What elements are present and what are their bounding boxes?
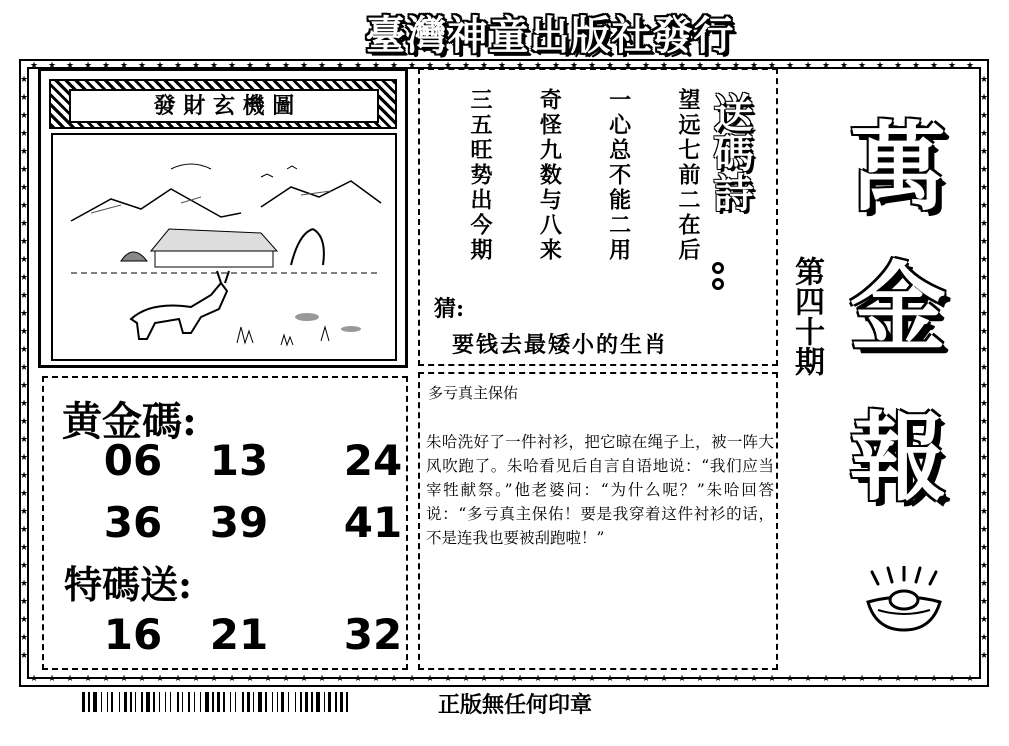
svg-text:★: ★ (979, 579, 989, 589)
svg-text:★: ★ (605, 61, 615, 71)
picture-title: 發 財 玄 機 圖 (69, 89, 379, 123)
svg-text:★: ★ (979, 309, 989, 319)
svg-text:★: ★ (47, 61, 57, 71)
svg-text:★: ★ (497, 674, 507, 684)
story-title: 多亏真主保佑 (428, 384, 519, 402)
svg-text:★: ★ (19, 309, 29, 319)
svg-text:★: ★ (979, 165, 989, 175)
gold-code-6: 41 (343, 498, 403, 547)
svg-text:★: ★ (227, 61, 237, 71)
svg-text:★: ★ (947, 61, 957, 71)
svg-text:★: ★ (407, 61, 417, 71)
svg-text:★: ★ (965, 61, 975, 71)
story-panel (418, 372, 778, 670)
svg-text:★: ★ (929, 61, 939, 71)
svg-text:★: ★ (19, 579, 29, 589)
svg-text:★: ★ (19, 255, 29, 265)
svg-text:★: ★ (551, 61, 561, 71)
svg-text:★: ★ (281, 61, 291, 71)
svg-text:★: ★ (979, 453, 989, 463)
svg-text:★: ★ (19, 75, 29, 85)
svg-text:★: ★ (979, 363, 989, 373)
colon-mark (712, 262, 726, 292)
svg-text:★: ★ (839, 674, 849, 684)
svg-text:★: ★ (119, 674, 129, 684)
svg-text:★: ★ (19, 147, 29, 157)
svg-text:★: ★ (191, 61, 201, 71)
svg-text:★: ★ (875, 61, 885, 71)
svg-text:★: ★ (497, 61, 507, 71)
svg-text:★: ★ (979, 147, 989, 157)
svg-text:★: ★ (623, 61, 633, 71)
gold-code-3: 24 (343, 436, 403, 485)
svg-text:★: ★ (209, 674, 219, 684)
svg-text:★: ★ (979, 525, 989, 535)
svg-text:★: ★ (979, 435, 989, 445)
svg-text:★: ★ (191, 674, 201, 684)
svg-text:★: ★ (695, 674, 705, 684)
svg-text:★: ★ (19, 597, 29, 607)
svg-text:★: ★ (911, 674, 921, 684)
svg-text:★: ★ (979, 327, 989, 337)
brand-char-2: 金 (850, 251, 946, 364)
svg-text:★: ★ (317, 674, 327, 684)
gold-ingot-icon (862, 566, 946, 636)
svg-text:★: ★ (443, 674, 453, 684)
svg-text:★: ★ (19, 129, 29, 139)
svg-text:★: ★ (137, 674, 147, 684)
svg-text:★: ★ (353, 674, 363, 684)
special-code-1: 16 (103, 610, 163, 659)
svg-text:★: ★ (83, 674, 93, 684)
svg-text:★: ★ (19, 237, 29, 247)
svg-text:★: ★ (979, 633, 989, 643)
svg-text:★: ★ (979, 345, 989, 355)
svg-text:★: ★ (65, 61, 75, 71)
svg-text:★: ★ (893, 674, 903, 684)
svg-text:★: ★ (979, 129, 989, 139)
svg-text:★: ★ (245, 674, 255, 684)
svg-text:★: ★ (551, 674, 561, 684)
svg-text:★: ★ (425, 61, 435, 71)
picture-panel (38, 68, 408, 368)
svg-text:★: ★ (979, 381, 989, 391)
special-code-3: 32 (343, 610, 403, 659)
svg-text:★: ★ (19, 525, 29, 535)
svg-text:★: ★ (389, 61, 399, 71)
gold-code-1: 06 (103, 436, 163, 485)
svg-text:★: ★ (979, 651, 989, 661)
svg-text:★: ★ (101, 674, 111, 684)
svg-text:★: ★ (979, 237, 989, 247)
svg-text:★: ★ (19, 543, 29, 553)
svg-text:★: ★ (47, 674, 57, 684)
footer-note: 正版無任何印章 (437, 693, 592, 718)
svg-text:★: ★ (155, 61, 165, 71)
svg-text:★: ★ (979, 399, 989, 409)
brand-char-1: 萬 (850, 111, 946, 224)
svg-text:★: ★ (979, 471, 989, 481)
svg-text:★: ★ (19, 183, 29, 193)
svg-text:★: ★ (19, 291, 29, 301)
svg-text:★: ★ (299, 61, 309, 71)
svg-text:★: ★ (19, 399, 29, 409)
svg-text:★: ★ (857, 61, 867, 71)
svg-text:★: ★ (979, 201, 989, 211)
svg-text:★: ★ (19, 273, 29, 283)
svg-text:★: ★ (209, 61, 219, 71)
svg-text:★: ★ (929, 674, 939, 684)
brand-char-3: 報 (850, 401, 946, 514)
svg-text:★: ★ (569, 61, 579, 71)
svg-text:★: ★ (767, 674, 777, 684)
svg-text:★: ★ (389, 674, 399, 684)
svg-text:★: ★ (19, 345, 29, 355)
poem-lines (464, 88, 704, 288)
svg-text:★: ★ (979, 291, 989, 301)
svg-text:★: ★ (515, 674, 525, 684)
svg-text:★: ★ (335, 61, 345, 71)
svg-text:★: ★ (677, 674, 687, 684)
svg-text:★: ★ (677, 61, 687, 71)
svg-text:★: ★ (875, 674, 885, 684)
svg-text:★: ★ (443, 61, 453, 71)
svg-text:★: ★ (515, 61, 525, 71)
svg-text:★: ★ (803, 674, 813, 684)
svg-text:★: ★ (19, 201, 29, 211)
svg-text:★: ★ (281, 674, 291, 684)
svg-text:★: ★ (65, 674, 75, 684)
svg-text:★: ★ (119, 61, 129, 71)
brand-column (838, 108, 958, 568)
poem-line-4: 三五旺势出今期 (467, 88, 493, 263)
svg-text:★: ★ (263, 61, 273, 71)
poem-line-3: 奇怪九数与八来 (536, 88, 563, 263)
svg-text:★: ★ (533, 674, 543, 684)
svg-text:★: ★ (965, 674, 975, 684)
svg-text:★: ★ (979, 93, 989, 103)
svg-text:★: ★ (19, 453, 29, 463)
svg-text:★: ★ (263, 674, 273, 684)
svg-text:★: ★ (173, 674, 183, 684)
svg-text:★: ★ (569, 674, 579, 684)
svg-text:★: ★ (979, 273, 989, 283)
svg-text:★: ★ (101, 61, 111, 71)
svg-text:★: ★ (19, 327, 29, 337)
svg-text:★: ★ (173, 61, 183, 71)
svg-text:★: ★ (19, 471, 29, 481)
svg-text:★: ★ (19, 435, 29, 445)
poem-line-2: 一心总不能二用 (605, 88, 632, 263)
svg-text:★: ★ (19, 417, 29, 427)
svg-text:★: ★ (947, 674, 957, 684)
guess-label: 猜: (434, 296, 465, 322)
svg-text:★: ★ (371, 61, 381, 71)
svg-text:★: ★ (19, 561, 29, 571)
svg-text:★: ★ (979, 111, 989, 121)
svg-text:★: ★ (659, 61, 669, 71)
svg-text:★: ★ (979, 507, 989, 517)
svg-text:★: ★ (695, 61, 705, 71)
codes-panel (42, 376, 408, 670)
svg-text:★: ★ (659, 674, 669, 684)
svg-text:★: ★ (979, 255, 989, 265)
svg-text:★: ★ (641, 61, 651, 71)
svg-text:★: ★ (979, 543, 989, 553)
svg-text:★: ★ (979, 597, 989, 607)
svg-text:★: ★ (19, 381, 29, 391)
svg-text:★: ★ (821, 674, 831, 684)
gold-code-2: 13 (209, 436, 269, 485)
svg-text:★: ★ (839, 61, 849, 71)
svg-text:★: ★ (479, 674, 489, 684)
special-code-2: 21 (209, 610, 269, 659)
svg-text:★: ★ (19, 651, 29, 661)
special-codes-label: 特碼送: (64, 562, 193, 607)
svg-text:★: ★ (587, 674, 597, 684)
svg-text:★: ★ (371, 674, 381, 684)
svg-text:★: ★ (299, 674, 309, 684)
svg-text:★: ★ (979, 489, 989, 499)
svg-text:★: ★ (19, 633, 29, 643)
svg-text:★: ★ (533, 61, 543, 71)
issue-number: 第四十期 (789, 256, 824, 376)
svg-text:★: ★ (821, 61, 831, 71)
picture-title-banner (49, 79, 397, 129)
svg-text:★: ★ (19, 489, 29, 499)
svg-text:★: ★ (713, 61, 723, 71)
svg-text:★: ★ (19, 219, 29, 229)
svg-text:★: ★ (623, 674, 633, 684)
svg-text:★: ★ (979, 561, 989, 571)
svg-text:★: ★ (713, 674, 723, 684)
svg-text:★: ★ (137, 61, 147, 71)
svg-text:★: ★ (317, 61, 327, 71)
svg-text:★: ★ (19, 111, 29, 121)
svg-text:★: ★ (29, 61, 39, 71)
svg-text:★: ★ (749, 674, 759, 684)
svg-text:★: ★ (461, 61, 471, 71)
goat-landscape-illustration (51, 133, 397, 361)
svg-text:★: ★ (803, 61, 813, 71)
svg-text:★: ★ (425, 674, 435, 684)
svg-text:★: ★ (979, 183, 989, 193)
svg-text:★: ★ (605, 674, 615, 684)
svg-text:★: ★ (227, 674, 237, 684)
publisher-title: 臺灣神童出版社發行 (365, 13, 735, 59)
gold-code-5: 39 (209, 498, 269, 547)
svg-text:★: ★ (19, 93, 29, 103)
svg-text:★: ★ (749, 61, 759, 71)
poem-panel (418, 68, 778, 366)
gold-code-4: 36 (103, 498, 163, 547)
svg-text:★: ★ (19, 615, 29, 625)
svg-text:★: ★ (979, 615, 989, 625)
svg-text:★: ★ (407, 674, 417, 684)
svg-text:★: ★ (785, 61, 795, 71)
svg-text:★: ★ (979, 417, 989, 427)
svg-text:★: ★ (857, 674, 867, 684)
svg-text:★: ★ (893, 61, 903, 71)
svg-text:★: ★ (83, 61, 93, 71)
svg-text:★: ★ (767, 61, 777, 71)
svg-text:★: ★ (19, 165, 29, 175)
guess-text: 要钱去最矮小的生肖 (452, 332, 669, 358)
svg-text:★: ★ (335, 674, 345, 684)
svg-text:★: ★ (587, 61, 597, 71)
svg-text:★: ★ (155, 674, 165, 684)
svg-text:★: ★ (641, 674, 651, 684)
svg-text:★: ★ (29, 674, 39, 684)
svg-text:★: ★ (19, 363, 29, 373)
svg-text:★: ★ (245, 61, 255, 71)
gold-codes-label: 黄金碼: (62, 398, 197, 445)
svg-text:★: ★ (19, 507, 29, 517)
svg-text:★: ★ (785, 674, 795, 684)
svg-text:★: ★ (979, 75, 989, 85)
svg-text:★: ★ (479, 61, 489, 71)
svg-text:★: ★ (461, 674, 471, 684)
svg-text:★: ★ (731, 61, 741, 71)
svg-text:★: ★ (731, 674, 741, 684)
story-body: 朱哈洗好了一件衬衫，把它晾在绳子上，被一阵大风吹跑了。朱哈看见后自言自语地说：“我们应当宰牲献祭。”他老婆问：“为什么呢？”朱哈回答说：“多亏真主保佑！要是我穿着这件衬衫的话，不是连我也要被刮跑啦！” (426, 433, 774, 547)
barcode (82, 690, 352, 716)
svg-text:★: ★ (353, 61, 363, 71)
poem-title: 送碼詩 (707, 92, 754, 212)
poem-line-1: 望远七前二在后 (674, 88, 701, 263)
svg-text:★: ★ (911, 61, 921, 71)
svg-text:★: ★ (979, 219, 989, 229)
